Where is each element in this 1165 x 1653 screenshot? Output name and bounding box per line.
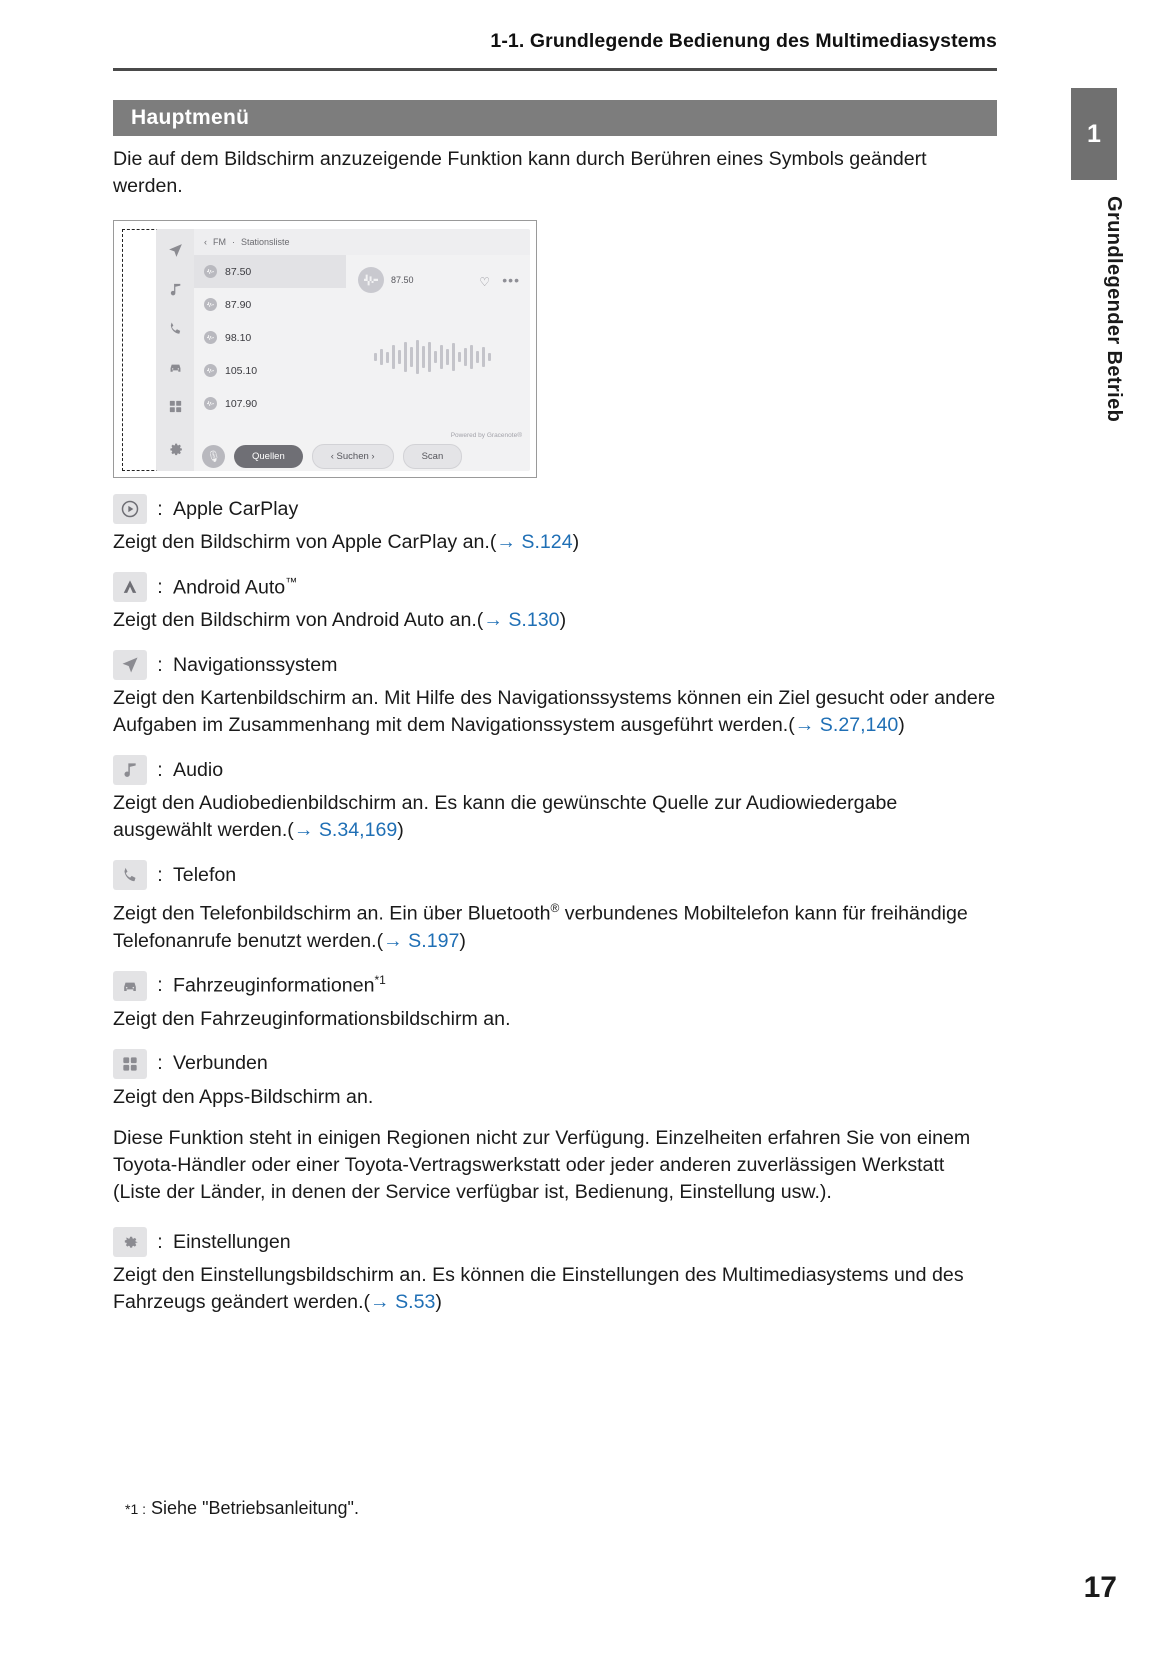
list-item[interactable] (194, 387, 346, 420)
entry-label-text: Android Auto (173, 576, 286, 599)
station-frequency: 107.90 (225, 397, 258, 410)
entry-colon: : (157, 1052, 163, 1075)
vehicle-info-icon (164, 356, 186, 378)
navigation-icon (113, 650, 147, 680)
topbar-separator: · (232, 237, 235, 247)
entry-navigation (113, 648, 1003, 739)
entry-desc-text: Zeigt den Einstellungsbildschirm an. Es können die Einstellungen des Multimediasystems und des Fahrzeugs geändert werden.( (113, 1264, 964, 1314)
settings-icon (113, 1227, 147, 1257)
entry-colon: : (157, 575, 163, 598)
chapter-tab: 1 (1071, 88, 1117, 180)
entry-label: Verbunden (173, 1052, 268, 1075)
entry-telephone (113, 858, 1003, 955)
entry-description (113, 895, 997, 955)
entry-desc-text: Zeigt den Telefonbildschirm an. Ein über Bluetooth (113, 902, 551, 925)
entry-apple-carplay (113, 492, 1003, 556)
entry-desc-tail: ) (572, 531, 580, 553)
waveform-graphic (374, 337, 494, 377)
entry-desc-text: Zeigt den Bildschirm von Android Auto an.( (113, 609, 484, 631)
header-divider (113, 68, 997, 71)
entry-desc-tail: ) (459, 929, 466, 952)
station-icon (204, 364, 217, 377)
station-frequency: 87.90 (225, 298, 252, 311)
intro-paragraph: Die auf dem Bildschirm anzuzeigende Funktion kann durch Berühren eines Symbols geändert werden. (113, 148, 927, 197)
entry-label: Telefon (173, 863, 237, 886)
screen-title: Stationsliste (241, 237, 290, 247)
page-number: 17 (1083, 1571, 1117, 1604)
entry-colon: : (157, 1230, 163, 1253)
phone-icon (164, 317, 186, 339)
source-label: FM (213, 237, 226, 247)
station-icon (204, 298, 217, 311)
now-playing-panel (352, 255, 530, 441)
availability-note: Diese Funktion steht in einigen Regionen nicht zur Verfügung. Einzelheiten erfahren Sie von einem Toyota-Händler oder einer Toyota-Vertragswerkstatt oder jeder anderen zuverlässigen Werkstatt (Liste der Länder, in denen der Service verfügbar ist, Bedienung, Einstellung usw.). (113, 1126, 971, 1203)
scan-button[interactable]: Scan (403, 444, 463, 469)
footnote-mark: *1 : (125, 1501, 147, 1517)
entry-description (113, 607, 997, 634)
entry-description: Zeigt den Apps-Bildschirm an. (113, 1085, 374, 1108)
entry-desc-tail: ) (559, 609, 567, 631)
entry-description (113, 685, 997, 739)
entry-label-text: Fahrzeuginformationen (173, 974, 375, 997)
list-item[interactable] (194, 255, 346, 288)
entry-desc-tail: ) (898, 714, 905, 736)
entry-colon: : (157, 974, 163, 997)
entry-colon: : (157, 863, 163, 886)
more-options-icon[interactable]: ••• (502, 272, 520, 288)
navigation-icon (164, 239, 186, 261)
chapter-vertical-label: Grundlegender Betrieb (1103, 196, 1125, 423)
page-reference-link[interactable]: → S.53 (370, 1291, 436, 1314)
entry-desc-mid: verbundenes Mobiltelefon kann für freihändige Telefonanrufe benutzt werden.( (113, 902, 968, 952)
multimedia-screen (156, 229, 530, 471)
screen-topbar (194, 229, 530, 255)
settings-icon (164, 437, 186, 459)
entry-colon: : (157, 758, 163, 781)
search-button[interactable]: ‹ Suchen › (312, 444, 394, 469)
entry-settings (113, 1225, 1003, 1316)
station-frequency: 87.50 (225, 265, 252, 278)
station-icon (204, 397, 217, 410)
page-content (113, 146, 1003, 1316)
entry-desc-text: Zeigt den Audiobedienbildschirm an. Es kann die gewünschte Quelle zur Audiowiedergabe ausgewählt werden.( (113, 792, 898, 841)
multimedia-screen-illustration (113, 220, 537, 478)
list-item[interactable] (194, 321, 346, 354)
screen-bottom-bar (194, 441, 530, 471)
entry-desc-tail: ) (397, 819, 404, 841)
entry-label: Apple CarPlay (173, 497, 299, 520)
list-item[interactable] (194, 354, 346, 387)
entry-label: Navigationssystem (173, 653, 338, 676)
entry-description: Zeigt den Fahrzeuginformationsbildschirm an. (113, 1007, 511, 1030)
entry-label-superscript: ™ (285, 574, 298, 589)
station-icon (204, 331, 217, 344)
apps-icon (113, 1049, 147, 1079)
page-reference-link[interactable]: → S.124 (496, 531, 573, 553)
gracenote-credit: Powered by Gracenote® (450, 432, 522, 439)
entry-description (113, 1262, 997, 1316)
entry-vehicle-info (113, 969, 1003, 1033)
registered-mark: ® (550, 901, 560, 915)
page-reference-link[interactable]: → S.34,169 (293, 819, 398, 841)
sources-button[interactable]: Quellen (234, 445, 303, 468)
entry-desc-text: Zeigt den Bildschirm von Apple CarPlay an.( (113, 531, 497, 553)
footnote (125, 1498, 359, 1519)
page-reference-link[interactable]: → S.130 (483, 609, 560, 631)
entry-label (173, 973, 386, 998)
page-header: 1-1. Grundlegende Bedienung des Multimediasystems (490, 30, 997, 52)
list-item[interactable] (194, 288, 346, 321)
entry-desc-text: Zeigt den Kartenbildschirm an. Mit Hilfe des Navigationssystems können ein Ziel gesucht oder andere Aufgaben im Zusammenhang mit dem Navigationssystem ausgeführt werden.( (113, 687, 996, 736)
entry-label (173, 575, 297, 600)
station-icon (358, 267, 384, 293)
footnote-text: Siehe "Betriebsanleitung". (151, 1498, 359, 1518)
station-frequency: 105.10 (225, 364, 258, 377)
page-reference-link[interactable]: → S.27,140 (794, 714, 899, 736)
section-title: Hauptmenü (113, 100, 997, 136)
microphone-icon[interactable]: 🎙 (202, 445, 225, 468)
station-list (194, 255, 346, 441)
audio-icon (113, 755, 147, 785)
vehicle-info-icon (113, 971, 147, 1001)
phone-icon (113, 860, 147, 890)
carplay-icon (113, 494, 147, 524)
entry-connected (113, 1047, 1003, 1111)
entry-colon: : (157, 497, 163, 520)
apps-icon (164, 395, 186, 417)
entry-label-footnote-mark: *1 (374, 973, 386, 988)
now-playing-frequency: 87.50 (391, 275, 414, 285)
audio-icon (164, 278, 186, 300)
entry-label: Einstellungen (173, 1230, 291, 1253)
screen-side-rail (156, 229, 194, 471)
page-reference-link[interactable]: → S.197 (383, 929, 460, 952)
station-icon (204, 265, 217, 278)
favorite-icon[interactable]: ♡ (479, 275, 490, 289)
entry-audio (113, 753, 1003, 844)
entry-android-auto (113, 570, 1003, 634)
entry-desc-tail: ) (435, 1291, 442, 1314)
back-icon[interactable]: ‹ (204, 237, 207, 247)
entry-description (113, 529, 997, 556)
android-auto-icon (113, 572, 147, 602)
station-frequency: 98.10 (225, 331, 252, 344)
entry-description (113, 790, 997, 844)
entry-colon: : (157, 653, 163, 676)
entry-label: Audio (173, 758, 224, 781)
